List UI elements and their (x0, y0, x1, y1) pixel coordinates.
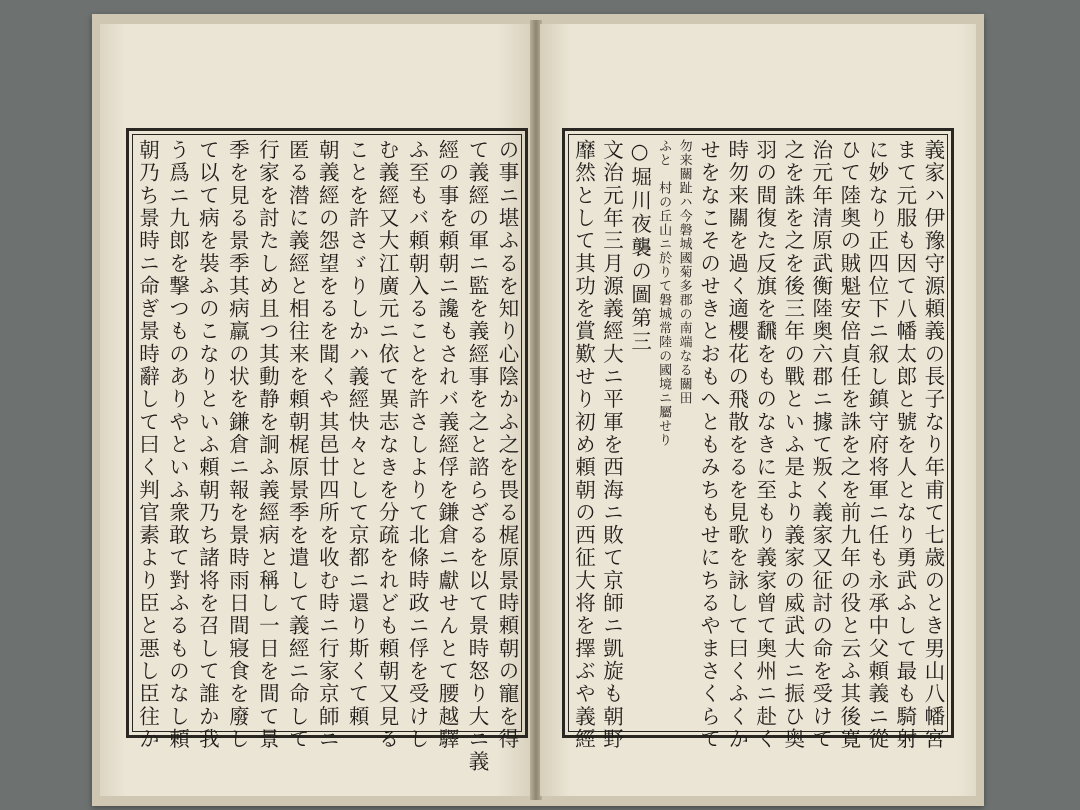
open-book (92, 14, 984, 806)
text-column: せをなこそのせきとおもへともみちもせにちるやまさくらて (696, 139, 721, 751)
right-text-frame (562, 128, 954, 751)
text-column: ○堀川夜襲の圖第三 (627, 139, 652, 354)
right-page (540, 24, 976, 796)
left-text-columns (135, 139, 519, 774)
text-column: う爲ニ九郎を撃つものありやといふ衆敢て對ふるものなし頼 (165, 139, 190, 751)
text-column: に妙なり正四位下ニ叙し鎮守府将軍ニ任も永承中父頼義ニ從 (864, 139, 889, 751)
text-column: 勿来關趾ハ今磐城國菊多郡の南端なる關田 (676, 139, 692, 405)
text-column: ふ至もバ頼朝入ることを許さしよりて北條時政ニ俘を受けし (405, 139, 430, 751)
text-column: 朝義經の怨望をるを聞くや其邑廿四所を收む時ニ行家京師ニ (315, 139, 340, 751)
text-column: て以て病を裝ふのこなりといふ頼朝乃ち諸将を召して誰か我 (195, 139, 220, 751)
text-column: ことを許さゞりしかハ義經快々として京都ニ還り斯くて頼 (345, 139, 370, 728)
text-column: ひて陸奥の賊魁安倍貞任を誅を之を前九年の役と云ふ其後寛 (836, 139, 861, 751)
text-column: 靡然として其功を賞歎せり初め頼朝の西征大将を擇ぶや義經 (571, 139, 596, 751)
text-column: 季を見る景季其病羸の状を鎌倉ニ報を景時雨日間寢食を廢し (225, 139, 250, 751)
text-column: 義家ハ伊豫守源頼義の長子なり年甫て七歳のとき男山八幡宮 (920, 139, 945, 751)
text-column: 之を誅を之を後三年の戰といふ是より義家の威武大ニ振ひ奥 (780, 139, 805, 751)
text-column: む義經又大江廣元ニ依て異志なきを分疏をれども頼朝又見る (375, 139, 400, 751)
text-column: 羽の間復た反旗を飜をものなきに至もり義家曾て奥州ニ赴く (752, 139, 777, 751)
text-column: 治元年清原武衡陸奥六郡ニ據て叛く義家又征討の命を受けて (808, 139, 833, 751)
left-text-frame (126, 128, 528, 774)
left-page (100, 24, 532, 796)
text-column: 時勿来關を過く適櫻花の飛散をるを見歌を詠して曰くふくか (724, 139, 749, 751)
text-column: 朝乃ち景時ニ命ぎ景時辭して曰く判官素より臣と悪し臣往か (135, 139, 160, 751)
text-column: の事ニ堪ふるを知り心陰かふ之を畏る梶原景時頼朝の寵を得 (494, 139, 519, 751)
right-text-columns (571, 139, 945, 751)
text-column: 文治元年三月源義經大ニ平軍を西海ニ敗て京師ニ凱旋も朝野 (599, 139, 624, 751)
text-column: 匿る潜に義經と相往来を頼朝梶原景季を遣して義經ニ命して (285, 139, 310, 751)
text-column: まて元服も因て八幡太郎と號を人となり勇武ふして最も騎射 (892, 139, 917, 751)
text-column: 經の事を頼朝ニ讒もされバ義經俘を鎌倉ニ獻せんとて腰越驛 (435, 139, 460, 751)
text-column: て義經の軍ニ監を義經事を之と諮らざるを以て景時怒り大ニ義 (464, 139, 489, 774)
text-column: 行家を討たしめ且つ其動静を詗ふ義經病と稱し一日を間て景 (255, 139, 280, 751)
text-column: ふと 村の丘山ニ於りて磐城常陸の國境ニ屬せり (656, 139, 672, 447)
